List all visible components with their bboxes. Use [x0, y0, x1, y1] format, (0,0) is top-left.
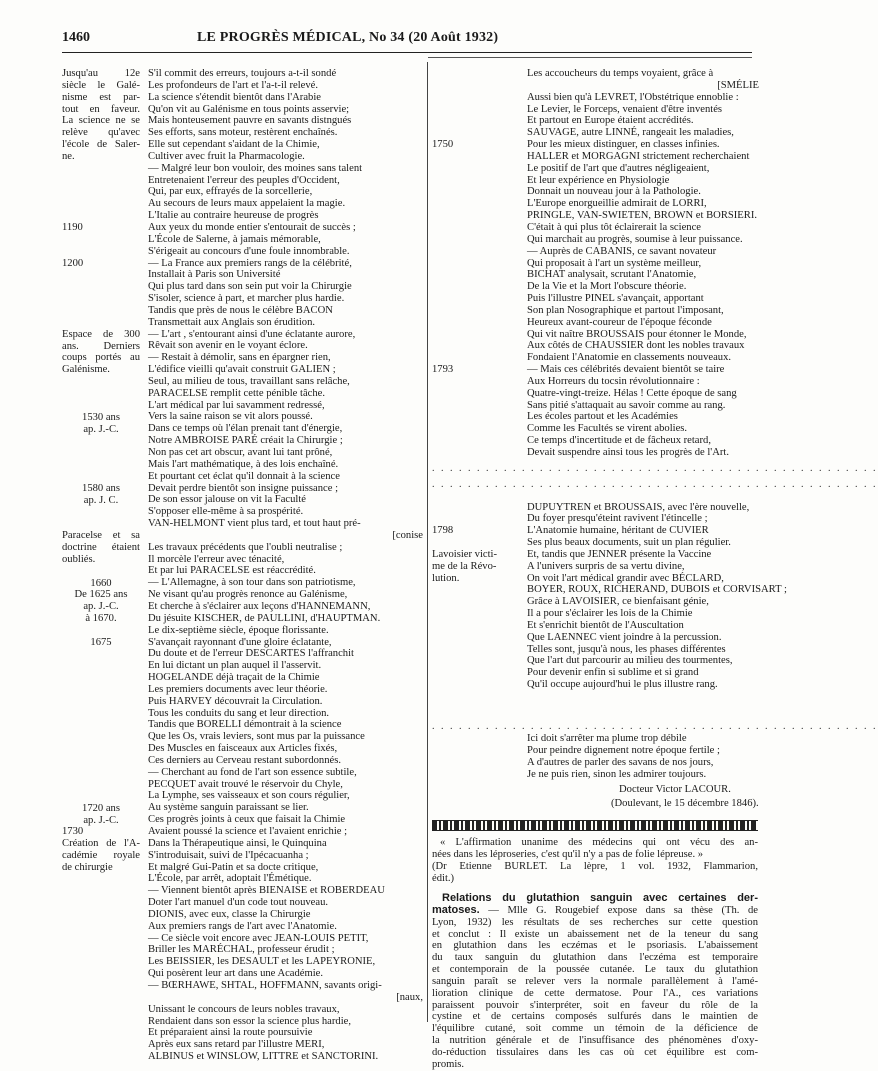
verse-line: De son essor jalouse on vit la Faculté — [148, 494, 306, 506]
verse-line: Aux Horreurs du tocsin révolutionnaire : — [527, 375, 700, 387]
verse-line: L'Anatomie humaine, héritant de CUVIER — [527, 525, 709, 537]
verse-line: Devait perdre bientôt son insigne puissance ; — [148, 482, 339, 494]
margin-note: 1675 — [90, 636, 112, 648]
verse-line: Les premiers documents avec leur théorie. — [148, 683, 328, 695]
verse-line: Son plan Nosographique et partout l'imposant, — [527, 304, 724, 316]
verse-line: S'introduisait, suivi de l'Ipécacuanha ; — [148, 849, 309, 861]
right-margin-notes — [432, 68, 498, 768]
article-relations-glutathion — [432, 893, 758, 1071]
margin-note: Paracelse et sa — [62, 530, 140, 542]
closing-line: Ici doit s'arrêter ma plume trop débile — [527, 733, 687, 744]
page-number: 1460 — [62, 30, 90, 45]
margin-note: Espace de 300 — [62, 328, 140, 340]
verse-line: Ses efforts, sans moteur, restèrent enchaînés. — [148, 127, 338, 139]
article-line: promis. — [432, 1058, 465, 1070]
margin-note: Jusqu'au 12e — [62, 68, 140, 79]
verse-line: PARACELSE remplit cette pénible tâche. — [148, 387, 326, 399]
verse-line: — L'art , s'entourant ainsi d'une éclatante aurore, — [148, 328, 356, 340]
verse-line: On voit l'art médical grandir avec BÉCLARD, — [527, 572, 724, 584]
article-title-continued: matoses. — [432, 903, 480, 916]
verse-line: Ce temps d'incertitude et de fâcheux retard, — [527, 435, 711, 447]
margin-note: l'école de Saler- — [62, 139, 140, 151]
verse-line: Après eux sans retard par l'illustre MERI, — [148, 1039, 325, 1051]
verse-line: Du jésuite KISCHER, de PAULLINI, d'HAUPTMAN. — [148, 612, 381, 624]
margin-note: La science ne se — [62, 115, 140, 127]
verse-line: Rêvait son avenir en le voyant éclore. — [148, 340, 308, 352]
verse-line: Les BEISSIER, les DESAULT et les LAPEYRONIE, — [148, 956, 376, 968]
verse-line: BOYER, ROUX, RICHERAND, DUBOIS et CORVISART ; — [527, 584, 787, 596]
verse-line: Puis HARVEY découvrait la Circulation. — [148, 695, 323, 707]
verse-line: Du doute et de l'erreur DESCARTES l'affranchit — [148, 648, 354, 660]
verse-line: Ne visant qu'au progrès renonce au Galénisme, — [148, 589, 348, 601]
margin-note: 1190 — [62, 222, 83, 234]
verse-line: Et malgré Gui-Patin et sa docte critique, — [148, 861, 319, 873]
article-line: paraissent pouvoir s'interpréter, soit en faveur du rôle de la — [432, 999, 758, 1011]
margin-note: 1660 — [90, 577, 112, 589]
verse-line: Les profondeurs de l'art et l'a-t-il relevé. — [148, 79, 319, 91]
verse-line: Puis l'illustre PINEL s'avançait, apportant — [527, 293, 704, 305]
verse-line: Que les Os, vrais leviers, sont mus par la puissance — [148, 731, 365, 743]
verse-line: Cultiver avec fruit la Pharmacologie. — [148, 150, 305, 162]
verse-line: — Auprès de CABANIS, ce savant novateur — [527, 245, 717, 257]
margin-note: ap. J.-C. — [83, 601, 119, 613]
verse-line: S'érigeait au concours d'une foule innombrable. — [148, 245, 350, 257]
verse-line: [SMÉLIE — [717, 79, 759, 91]
header-rule — [62, 52, 752, 53]
verse-line: S'opposer elle-même à sa prospérité. — [148, 506, 304, 518]
verse-line: Qui proposait à l'art un système meilleur, — [527, 257, 702, 269]
margin-note: à 1670. — [85, 613, 117, 625]
verse-line: HOGELANDE déjà traçait de la Chimie — [148, 672, 320, 684]
margin-note: 1580 ans — [82, 482, 120, 494]
margin-note: ap. J.-C. — [83, 814, 119, 826]
margin-note: ans. Derniers — [62, 340, 140, 352]
verse-line: Vers la saine raison se vit alors poussé. — [148, 411, 313, 423]
verse-line: Elle sut cependant s'aidant de la Chimie, — [148, 139, 320, 151]
margin-note: ap. J.-C. — [83, 423, 119, 435]
verse-line: Et leur expérience en Physiologie — [527, 174, 670, 186]
verse-line: Le positif de l'art que d'autres négligeaient, — [527, 162, 710, 174]
verse-line: — L'Allemagne, à son tour dans son patriotisme, — [148, 577, 356, 589]
verse-line: S'il commit des erreurs, toujours a-t-il sondé — [148, 68, 337, 79]
dotted-separator: . . . . . . . . . . . . . . . . . . . . . . . . . . . . . . . . . . . . . . . . . . . . . . . . . . — [432, 463, 878, 474]
margin-note: Lavoisier victi- — [432, 549, 498, 561]
quote-line: édit.) — [432, 872, 455, 884]
verse-line: L'Europe enorgueillie admirait de LORRI, — [527, 198, 707, 210]
article-line: Lyon, 1932) les résultats de ses recherches sur cette question — [432, 916, 758, 928]
quote-line: « L'affirmation unanime des médecins qui ont vécu des an- — [440, 837, 758, 848]
margin-note: cadémie royale — [62, 850, 140, 862]
article-line: lioration clinique de cette dermatose. Pour l'A., ces variations — [432, 987, 758, 999]
verse-line: — La France aux premiers rangs de la célébrité, — [148, 257, 352, 269]
verse-line: Seul, au milieu de tous, travaillant sans relâche, — [148, 375, 350, 387]
margin-note: me de la Révo- — [432, 560, 497, 572]
verse-line: Aux côtés de CHAUSSIER dont les nobles travaux — [527, 340, 745, 352]
verse-line: — BŒRHAWE, SHTAL, HOFFMANN, savants origi- — [148, 979, 382, 991]
article-line: du taux sanguin du glutathion dans l'eczéma est temporaire — [432, 952, 758, 964]
article-line: do-réduction tissulaires dans les cas où cet équilibre est com- — [432, 1046, 758, 1058]
margin-note: lution. — [432, 572, 460, 584]
verse-line: Qu'il occupe aujourd'hui le plus illustre rang. — [527, 679, 718, 691]
verse-line: Heureux avant-coureur de l'époque féconde — [527, 316, 712, 328]
verse-line: Notre AMBROISE PARÉ créait la Chirurgie ; — [148, 435, 343, 447]
verse-line: Qui, par eux, effrayés de la sorcellerie, — [148, 186, 313, 198]
margin-note: Création de l'A- — [62, 838, 140, 850]
verse-line: S'isoler, science à part, et marcher plus hardie. — [148, 293, 345, 305]
margin-note: nisme est par- — [62, 91, 140, 103]
verse-line: Qu'on vit au Galénisme en tous points asservie; — [148, 103, 350, 115]
quote-paragraph — [432, 837, 758, 884]
verse-line: L'École de Salerne, à jamais mémorable, — [148, 233, 321, 245]
verse-line: Installait à Paris son Université — [148, 269, 281, 281]
verse-line: A l'univers surpris de sa vertu divine, — [527, 560, 685, 572]
verse-line: Dans la Thérapeutique ainsi, le Quinquina — [148, 837, 327, 849]
left-margin-notes — [62, 68, 140, 1063]
verse-line: DIONIS, avec eux, classe la Chirurgie — [148, 908, 311, 920]
verse-line: Il a pour s'éclairer les lois de la Chimie — [527, 608, 693, 620]
verse-line: Qui posèrent leur art dans une Académie. — [148, 968, 324, 980]
margin-note: ap. J. C. — [83, 494, 119, 506]
verse-line: De la Vie et la Mort l'obscure théorie. — [527, 281, 687, 293]
verse-line: Au système sanguin paraissant se lier. — [148, 802, 309, 814]
verse-line: Qui plus tard dans son sein put voir la Chirurgie — [148, 281, 352, 293]
verse-line: Quatre-vingt-treize. Hélas ! Cette époque de sang — [527, 387, 737, 399]
verse-line: En lui dictant un plan auquel il l'asservit. — [148, 660, 322, 672]
dotted-separator: . . . . . . . . . . . . . . . . . . . . . . . . . . . . . . . . . . . . . . . . . . . . . . . . . . — [432, 479, 878, 490]
right-verse-column — [527, 68, 787, 691]
article-line: et conclut : Il existe un abaissement net de la teneur du sang — [432, 928, 758, 940]
verse-line: Le dix-septième siècle, époque florissante. — [148, 624, 329, 636]
verse-line: Ses plus beaux documents, suit un plan régulier. — [527, 537, 731, 549]
ornamental-divider — [432, 820, 758, 831]
verse-line: Grâce à LAVOISIER, ce bienfaisant génie, — [527, 596, 709, 608]
verse-line: ALBINUS et WINSLOW, LITTRE et SANCTORINI. — [148, 1051, 379, 1063]
margin-note: relève qu'avec — [62, 127, 140, 139]
verse-line: — Restait à démolir, sans en épargner rien, — [148, 352, 331, 364]
quote-line: (Dr Etienne BURLET. La lèpre, 1 vol. 1932, Flammarion, — [432, 860, 758, 872]
verse-line: Du foyer presqu'éteint ravivent l'étincelle ; — [527, 513, 708, 525]
verse-line: — Cherchant au fond de l'art son essence subtile, — [148, 766, 357, 778]
margin-note: Galénisme. — [62, 364, 110, 376]
verse-line: — Ce siècle voit encore avec JEAN-LOUIS PETIT, — [148, 932, 369, 944]
verse-line: Transmettait aux Anglais son érudition. — [148, 316, 316, 328]
verse-line: — Viennent bientôt après BIENAISE et ROBERDEAU — [148, 885, 385, 897]
verse-line: Il morcèle l'erreur avec ténacité, — [148, 553, 285, 565]
margin-note: 1798 — [432, 525, 454, 537]
article-line: en glutathion dans les eczémas et le psoriasis. L'abaissement — [432, 940, 758, 952]
margin-note: 1730 — [62, 826, 84, 838]
column-divider — [427, 62, 428, 1022]
verse-line: Les travaux précédents que l'oubli neutralise ; — [148, 541, 343, 553]
verse-line: Les écoles partout et les Académies — [527, 411, 678, 423]
verse-line: Avaient poussé la science et l'avaient enrichie ; — [148, 826, 348, 837]
margin-note: coups portés au — [62, 352, 140, 364]
article-text: — Mlle G. Rougebief expose dans sa thèse (Th. de — [479, 904, 758, 916]
verse-line: Tandis que BORELLI démontrait à la science — [148, 719, 342, 731]
verse-line: Pour devenir enfin si sublime et si grand — [527, 667, 699, 679]
verse-line: Au secours de leurs maux appelaient la magie. — [148, 198, 346, 210]
margin-note: 1793 — [432, 364, 454, 376]
margin-note: ne. — [62, 150, 75, 162]
verse-line: Que l'art dut parcourir au milieu des tourmentes, — [527, 655, 733, 667]
verse-line: Unissant le concours de leurs nobles travaux, — [148, 1003, 340, 1015]
verse-line: Donnait un nouveau jour à la Pathologie. — [527, 186, 701, 198]
verse-line: Et cherche à s'éclairer aux leçons d'HANNEMANN, — [148, 600, 371, 612]
verse-line: — Mais ces célébrités devaient bientôt se taire — [527, 364, 725, 376]
margin-note: oubliés. — [62, 553, 96, 565]
verse-line: Le Levier, le Forceps, venaient d'être inventés — [527, 103, 723, 115]
verse-line: Rendaient dans son essor la science plus hardie, — [148, 1015, 351, 1027]
verse-line: HALLER et MORGAGNI strictement recherchaient — [527, 150, 750, 162]
verse-line: Doter l'art manuel d'un code tout nouveau. — [148, 897, 329, 909]
verse-line: Et, tandis que JENNER présente la Vaccine — [527, 548, 712, 560]
verse-line: Et préparaient ainsi la route poursuivie — [148, 1027, 313, 1039]
verse-line: S'avançait rayonnant d'une gloire éclatante, — [148, 636, 332, 648]
verse-line: PECQUET avait trouvé le réservoir du Chyle, — [148, 778, 343, 790]
verse-line: Aussi bien qu'à LEVRET, l'Obstétrique ennoblie : — [527, 91, 739, 103]
verse-line: Fondaient l'Anatomie en classements nouveaux. — [527, 352, 732, 364]
article-line: la nutrition générale et de l'insuffisance des phénomènes d'oxy- — [432, 1035, 758, 1047]
dateline: (Doulevant, le 15 décembre 1846). — [611, 798, 759, 809]
verse-line: Pour les mieux distinguer, en classes infinies. — [527, 139, 720, 151]
verse-line: SAUVAGE, autre LINNÉ, rangeait les maladies, — [527, 127, 734, 139]
verse-line: L'École, par arrêt, adoptait l'Émétique. — [148, 873, 312, 885]
verse-line: Et s'enrichit bientôt de l'Auscultation — [527, 619, 684, 631]
margin-note: 1530 ans — [82, 411, 120, 423]
verse-line: Dans ce temps où l'élan prenait tant d'énergie, — [148, 423, 343, 435]
margin-note: 1720 ans — [82, 802, 120, 814]
closing-verse — [432, 733, 758, 780]
margin-note: de chirurgie — [62, 861, 113, 873]
verse-line: L'édifice vieilli qu'avait construit GALIEN ; — [148, 364, 336, 376]
margin-note: doctrine étaient — [62, 542, 140, 553]
verse-line: Tandis que près de nous le célèbre BACON — [148, 304, 333, 316]
verse-line: DUPUYTREN et BROUSSAIS, avec l'ère nouvelle, — [527, 501, 750, 513]
verse-line: PRINGLE, VAN-SWIETEN, BROWN et BORSIERI. — [527, 210, 758, 222]
margin-note: tout en faveur. — [62, 103, 140, 115]
journal-title: LE PROGRÈS MÉDICAL, No 34 (20 Août 1932) — [197, 30, 499, 45]
article-line: l'équilibre cutané, soit comme un témoin de la déficience de — [432, 1023, 758, 1035]
margin-note: 1200 — [62, 257, 84, 269]
verse-line: L'Italie au contraire heureuse de progrès — [148, 210, 319, 222]
verse-line: BICHAT analysait, scrutant l'Anatomie, — [527, 269, 697, 281]
verse-line: Des Muscles en faisceaux aux Articles fixés, — [148, 743, 338, 755]
verse-line: [naux, — [396, 991, 423, 1003]
quote-line: nées dans les léproseries, c'est qu'il n'y a pas de folie lépreuse. » — [432, 848, 704, 860]
verse-line: Et par lui PARACELSE est réaccrédité. — [148, 565, 316, 577]
verse-line: La science s'étendit bientôt dans l'Arabie — [148, 91, 321, 103]
verse-line: La Lymphe, ses vaisseaux et son cours régulier, — [148, 790, 350, 802]
verse-line: Aux premiers rangs de l'art avec l'Anatomie. — [148, 920, 337, 932]
article-line: sanguin paraît se relever vers la normale parallèlement à l'amé- — [432, 975, 758, 987]
verse-line: Ces derniers au Cerveau restant subordonnés. — [148, 754, 341, 766]
verse-line: Mais l'art mathématique, à des lois enchaîné. — [148, 458, 339, 470]
verse-line: Aux yeux du monde entier s'entourait de succès ; — [148, 221, 356, 233]
verse-line: [conise — [392, 529, 423, 541]
verse-line: VAN-HELMONT vient plus tard, et tout haut pré- — [148, 518, 361, 530]
closing-line: Pour peindre dignement notre époque fertile ; — [527, 744, 720, 756]
verse-line: Telles sont, jusqu'à nous, les phases différentes — [527, 643, 726, 655]
verse-line: Non pas cet art obscur, avant lui tant prôné, — [148, 447, 333, 458]
article-title-line — [432, 893, 758, 905]
margin-note: De 1625 ans — [74, 589, 128, 601]
verse-line: Que LAENNEC vient joindre à la percussion. — [527, 631, 722, 643]
signature: Docteur Victor LACOUR. — [619, 784, 731, 795]
verse-line: Les accoucheurs du temps voyaient, grâce à — [527, 68, 714, 79]
article-line: cystine et de certains composés sulfurés dans le maintien de — [432, 1011, 758, 1023]
verse-line: Comme les Facultés se virent abolies. — [527, 423, 688, 435]
verse-line: Mais honteusement pauvre en savants distngués — [148, 115, 352, 127]
verse-line: Et pourtant cet éclat qu'il donnait à la science — [148, 470, 340, 482]
closing-line: A d'autres de parler des savans de nos jours, — [527, 756, 714, 768]
article-line — [432, 905, 758, 917]
verse-line: Briller les MARÉCHAL, professeur érudit ; — [148, 944, 335, 956]
verse-line: Entretenaient l'erreur des peuples d'Occident, — [148, 174, 340, 186]
closing-line: Je ne puis rien, sinon les admirer toujours. — [527, 768, 707, 780]
verse-line: Tous les conduits du sang et leur direction. — [148, 707, 330, 719]
dotted-separator: . . . . . . . . . . . . . . . . . . . . . . . . . . . . . . . . . . . . . . . . . . . . . . . . . . — [432, 721, 878, 732]
verse-line: Qui marchait au progrès, soumise à leur puissance. — [527, 233, 743, 245]
verse-line: Et partout en Europe étaient accrédités. — [527, 115, 694, 127]
margin-note: 1750 — [432, 139, 454, 151]
article-line: et contemporain de la poussée cutanée. Le taux du glutathion — [432, 964, 758, 976]
verse-line: Qui vit naître BROUSSAIS pour étonner le Monde, — [527, 328, 747, 340]
page-header — [62, 30, 742, 50]
margin-note: siècle le Galé- — [62, 79, 140, 91]
verse-line: C'était à qui plus tôt éclairerait la science — [527, 221, 701, 233]
verse-line: — Malgré leur bon vouloir, des moines sans talent — [148, 162, 363, 174]
verse-line: Ces progrès joints à ceux que faisait la Chimie — [148, 814, 346, 826]
verse-line: Sans pitié s'attaquait au savoir comme au rang. — [527, 399, 726, 411]
verse-line: L'art médical par lui savamment redressé, — [148, 399, 325, 411]
article-title: Relations du glutathion sanguin avec certaines der- — [442, 892, 758, 904]
header-rule-right — [428, 57, 752, 58]
verse-line: Devait suspendre ainsi tous les progrès de l'Art. — [527, 447, 729, 458]
left-verse-column — [148, 68, 423, 1063]
